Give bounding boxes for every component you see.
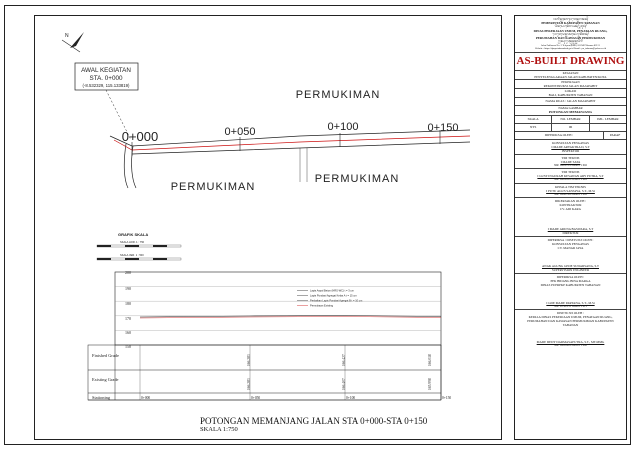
sheet-values (515, 124, 626, 132)
ppk-dinas: DINAS PUPRPKP KABUPATEN TABANAN (540, 283, 601, 288)
kegiatan-label: KEGIATAN (562, 71, 579, 76)
dikerjakan-label: DIKERJAKAN OLEH : (554, 199, 587, 204)
scale-h-label: SKALA HOR. 1 : 750 (120, 241, 145, 244)
plan-station-1: 0+050 (224, 126, 256, 138)
kontraktor-block (515, 198, 626, 237)
header-script-3: ᬧᬾᬭᬸᬫᬄᬤᬦ᭄ᬓᬯᬲᬦ᭄ᬧᬾᬭ᭄ᬫᬸᬓᬶᬫᬦ᭄ (552, 32, 589, 36)
kadis-nip: NIP. 19810916 200501 1 008 (554, 344, 587, 348)
legend-item-2: Perbaikan Lapis Pondasi Agregat B t = 10 cm (310, 299, 363, 303)
sheet-info (515, 116, 626, 124)
legend-item-0: Lapis Aspal Beton (HRS-WC) t = 3 cm (310, 289, 354, 293)
konsultan-block (515, 140, 626, 155)
dept-name-2: PERUMAHAN DAN KAWASAN PERMUKIMAN (535, 36, 606, 41)
disetujui-label: DISETUJUI OLEH : (557, 311, 584, 316)
start-box-coord: (-8.532329, 115.133819) (82, 83, 130, 88)
ppk-diperiksa-label: DIPERIKSA OLEH : (556, 275, 585, 280)
kontraktor-name: CV. ADI KARA (560, 207, 581, 212)
north-label: N (65, 33, 69, 39)
area-label-top: PERMUKIMAN (295, 89, 381, 101)
diperiksa-label: DIPERIKSA OLEH : (515, 132, 604, 139)
legend-item-3: Permukaan Existing (310, 304, 334, 308)
diperiksa-header (515, 132, 626, 140)
profile-grid (115, 272, 441, 345)
nts-value: NTS (515, 124, 552, 131)
kegiatan-block (515, 71, 626, 80)
existing-1: 166.407 (342, 378, 346, 390)
legend-item-1: Lapis Pondasi Agregat Kelas A t = 15 cm (310, 294, 357, 298)
tim-teknis-2-label: TIM TEKNIS (561, 170, 580, 175)
y-tick-170: 170 (125, 316, 131, 321)
tim-teknis-2-nip: NIP. 19850518 201001 1 022 (554, 178, 587, 182)
existing-0: 166.283 (247, 378, 251, 390)
lokasi-label: LOKASI (564, 89, 577, 94)
kontraktor-label: KONTRAKTOR (559, 203, 582, 208)
jml-lembar-value (590, 124, 626, 131)
kadis-label: KEPALA DINAS PEKERJAAN UMUM, PENATAAN RUANG, PERUMAHAN DAN KAWASAN PERMUKIMAN KABUPATEN TABANAN (527, 315, 614, 328)
road-plan (110, 130, 470, 188)
station-1: 0+050 (251, 396, 261, 400)
disetujui-pengawas-label: DIPERIKSA / DISETUJUI OLEH : (547, 238, 594, 243)
scale-bar-v (97, 258, 181, 260)
kadis-name: MADE DEDY DARMASAPUTRA, S.T., MT.MMG (536, 340, 605, 345)
lokasi-block (515, 89, 626, 98)
finished-1: 166.427 (342, 354, 346, 366)
title-block (514, 15, 627, 440)
tim-teknis-2-name: I GUSTI NGURAH KESAWAN ARY PUTRA, S.T (537, 174, 604, 179)
ppk-nip: NIP. 19700131 199203 1 011 (554, 305, 587, 309)
as-built-heading: AS-BUILT DRAWING (515, 53, 626, 71)
direktur-name: I MADE ARUNA BASWARA, S.T (547, 227, 594, 232)
y-tick-180: 180 (125, 301, 131, 306)
row-label-stationing: Stationing (92, 395, 111, 400)
kepala-tim-name: I PUTU AGUS SANJAYA, S.T., M.Si (546, 188, 595, 193)
drawing-scale: SKALA 1:750 (200, 426, 238, 433)
station-0: 0+000 (141, 396, 151, 400)
kadis-block (515, 310, 626, 348)
kegiatan-value: PENYELENGGARAAN JALAN KABUPATEN/KOTA (534, 75, 607, 80)
scale-bar-h (97, 245, 181, 247)
finished-2: 166.018 (428, 354, 432, 366)
pekerjaan-label: PEKERJAAN (561, 80, 580, 85)
north-arrow-icon (62, 32, 84, 52)
no-lembar-label: NO. LEMBAR (552, 116, 589, 123)
station-3: 0+150 (442, 396, 452, 400)
kepala-tim-block (515, 184, 626, 198)
tim-teknis-1-block (515, 155, 626, 169)
ppk-name: I GDE MADE PARTANA, S.T., M.Si (546, 301, 595, 306)
website: Website : https://dpupr.tabanankab.go.id Email : pu_tabanan@yahoo.co.id (534, 47, 607, 51)
header-script-1: ᬧᬫᬭᬶᬦ᭄ᬢᬄᬓᬩᬸᬧᬢᬾᬦ᭄ᬢᬩᬦᬦ᭄ (552, 18, 589, 21)
skala-label: SKALA (515, 116, 552, 123)
area-label-left: PERMUKIMAN (170, 181, 256, 193)
y-tick-160: 160 (125, 330, 131, 335)
konsultan-name: CMADE ARYAKTRA D, S.T (551, 144, 590, 149)
gov-name: PEMERINTAH KABUPATEN TABANAN (541, 21, 600, 26)
kepala-tim-label: KEPALA TIM TEKNIS (555, 184, 586, 189)
row-label-existing: Existing Grade (92, 377, 119, 382)
tim-teknis-1-nip: NIP. 19650712 200901 1 002 (554, 163, 587, 167)
scale-v-label: SKALA VER. 1 : 500 (120, 254, 144, 257)
plan-station-3: 0+150 (427, 122, 459, 134)
tim-teknis-1-label: TIM TEKNIS (561, 155, 580, 160)
profile-table (88, 345, 441, 400)
konsultan-label: KONSULTAN PENGAWAS (552, 140, 589, 145)
tim-teknis-1-name: I MADE SATA (560, 159, 581, 164)
dept-name: DINAS PEKERJAAN UMUM, PENATAAN RUANG, (533, 28, 608, 33)
supervisor-name: ANAK AGUNG GEDE SUDARSANA, S.T (541, 264, 600, 269)
road-centerline (114, 136, 470, 150)
drawing-title-block (200, 416, 427, 433)
y-tick-150: 150 (125, 344, 131, 349)
nama-gambar-block (515, 106, 626, 115)
y-tick-190: 190 (125, 286, 131, 291)
konsultan-pengawas-label: KONSULTAN PENGAWAS (552, 242, 589, 247)
existing-2: 165.998 (428, 378, 432, 390)
tim-teknis-2-block (515, 169, 626, 183)
nama-gambar-value: POTONGAN MEMANJANG (548, 110, 593, 115)
inspektor-label: INSPEKTOR (561, 148, 580, 153)
direktur-label: DIREKTUR (562, 231, 579, 236)
header-script-2: ᬤᬶᬦᬲ᭄ᬧᬾᬓᬾᬃᬚᬅᬦ᭄ᬉᬫᬸᬫ᭄ (554, 25, 587, 29)
header-block (515, 16, 626, 53)
pengawas-block (515, 237, 626, 274)
plan-station-2: 0+100 (327, 121, 359, 133)
plan-station-0: 0+000 (121, 129, 159, 144)
address: Jalan Pahlawan No. 2 Telepon (0361) 811949 Tabanan 82121 (541, 43, 600, 47)
row-label-finished: Finished Grade (92, 353, 119, 358)
scale-title: GRAFIK SKALA (118, 232, 149, 237)
start-box-title: AWAL KEGIATAN (81, 67, 131, 74)
y-tick-200: 200 (125, 270, 131, 275)
paraf-label: PARAF (609, 132, 621, 137)
ppk-label: PPK BIDANG BINA MARGA (550, 279, 591, 284)
station-2: 0+100 (346, 396, 356, 400)
lokasi-value: BALI, KABUPATEN TABANAN (548, 93, 593, 98)
kepala-tim-nip: NIP. 19820726 200901 1 002 (554, 192, 587, 196)
pekerjaan-block (515, 80, 626, 89)
profile-legend (297, 291, 308, 306)
konsultan-pengawas-name: CV. MANAR JAYA (557, 246, 584, 251)
pekerjaan-value: REKONSTRUKSI JALAN MAJAPAHIT (543, 84, 598, 89)
start-box-sta: STA. 0+000 (89, 75, 123, 82)
finished-0: 166.283 (247, 354, 251, 366)
supervisor-label: SUPERVISION ENGINEER (551, 268, 590, 273)
header-script-4: ᬚ᭄ᬮᬦ᭄ᬧᬸᬭᬸᬯᬦ᭄ᬳᬸᬦ᭄ᬢᬸᬓ᭄ᬓᬤᬶᬭᬶ (558, 40, 583, 44)
ppk-block (515, 274, 626, 310)
drawing-title: POTONGAN MEMANJANG JALAN STA 0+000-STA 0+150 (200, 416, 428, 426)
sheet-no-value: 06 (552, 124, 589, 131)
area-label-right: PERMUKIMAN (314, 173, 400, 185)
nama-ruas: NAMA RUAS : JALAN MAJAPAHIT (515, 98, 626, 106)
jml-lembar-label: JML. LEMBAR (597, 116, 619, 121)
nama-gambar-label: NAMA GAMBAR (558, 106, 583, 111)
